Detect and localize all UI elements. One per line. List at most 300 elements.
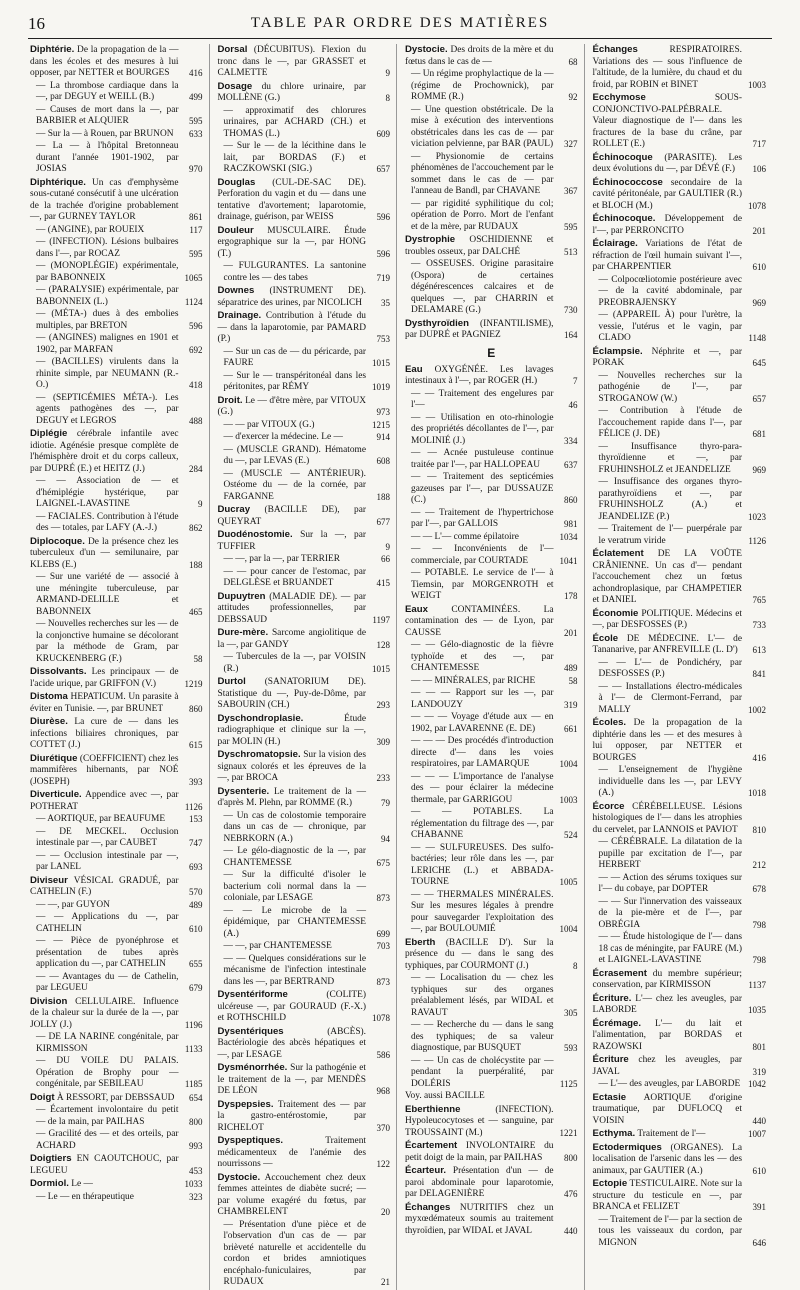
entry-text (593, 177, 743, 213)
index-entry (405, 105, 578, 151)
entry-text (218, 225, 367, 261)
index-entry (593, 213, 767, 237)
index-entry (30, 177, 203, 224)
entry-description: — (MÉTA-) dues à des embolies multiples, par BRETON (36, 309, 179, 331)
index-entry (30, 814, 203, 826)
index-entry (30, 428, 203, 475)
entry-page-ref: 733 (752, 620, 766, 630)
entry-page-ref: 610 (752, 1165, 766, 1176)
entry-heading: Dyspepsies. (217, 1098, 274, 1110)
index-entry (30, 512, 203, 535)
entry-description: De la propagation de la — dans les écoles et des mesures à lui opposer, par NETTER et BOURGES (30, 45, 179, 78)
entry-heading: Échinocoque. (592, 213, 656, 224)
index-entry (593, 152, 767, 176)
entry-page-ref: 609 (376, 128, 390, 139)
entry-heading: Dure-mère. (217, 627, 269, 638)
entry-heading: Écoles. (592, 717, 627, 728)
entry-description: — Colpocœliotomie postérieure avec — de la cavité abdominale, par PREOBRAJENSKY (598, 274, 742, 308)
entry-page-ref: 233 (376, 773, 390, 783)
entry-text (30, 716, 179, 752)
index-entry (30, 309, 203, 332)
entry-page-ref: 1185 (184, 1079, 203, 1089)
index-column-3 (405, 44, 585, 1290)
entry-page-ref: 367 (564, 186, 578, 196)
entry-page-ref: 610 (752, 262, 766, 272)
entry-text (593, 310, 743, 345)
entry-description: — (PARALYSIE) expérimentale, par BABONNEIX (L.) (36, 285, 179, 307)
entry-text (593, 658, 743, 681)
entry-text (593, 238, 743, 274)
entry-description: Accouchement chez deux femmes atteintes de diabète sucré; — par volume exagéré du fœtus, par CHAMBRELENT (217, 1172, 366, 1217)
entry-page-ref: 92 (568, 92, 578, 102)
entry-page-ref: 284 (189, 463, 203, 474)
entry-heading: École (592, 632, 619, 644)
entry-description: — Traitement de l'— puerpérale par le veratrum viride (598, 524, 742, 546)
index-entry (218, 554, 391, 566)
entry-text (30, 141, 179, 176)
entry-heading: Durtol (217, 676, 246, 687)
index-entry (30, 44, 203, 80)
entry-heading: Distoma (30, 691, 68, 702)
entry-page-ref: 309 (376, 736, 390, 747)
entry-text (593, 548, 743, 607)
index-entry (30, 237, 203, 260)
entry-heading: Diurétique (30, 752, 78, 764)
entry-description: RESPIRATOIRES. Variations des — sous l'influence de l'altitude, de la lumière, du chaud et du froid, par ROBIN et BINET (592, 45, 742, 90)
entry-heading: Eberth (405, 936, 436, 948)
index-entry (405, 318, 578, 342)
entry-description: — — L'— comme épilatoire (411, 531, 519, 542)
entry-page-ref: 661 (564, 723, 578, 734)
entry-text (30, 753, 179, 789)
entry-heading: Doigtiers (30, 1153, 72, 1164)
entry-text (218, 106, 367, 141)
entry-text (30, 105, 179, 128)
index-entry (218, 81, 391, 105)
entry-text (30, 619, 179, 665)
entry-text (405, 937, 554, 973)
index-entry (218, 44, 391, 80)
entry-page-ref: 416 (752, 752, 766, 763)
entry-description: — — Le microbe de la — épidémique, par CHANTEMESSE (A.) (223, 905, 366, 939)
entry-text (30, 261, 179, 284)
entry-page-ref: 465 (189, 606, 203, 617)
entry-description: (MALADIE DE). — par attitudes professionnelles, par DEBSSAUD (217, 591, 366, 625)
entry-text (218, 1099, 367, 1135)
entry-page-ref: 862 (189, 523, 203, 533)
entry-text (405, 568, 554, 603)
entry-heading: Écorce (592, 800, 625, 812)
entry-description: SOUS-CONJONCTIVO-PALPÉBRALE. Valeur diagnostique de l'— dans les fractures de la base du crâne, par ROLLET (E.) (592, 93, 742, 149)
index-entry (405, 1056, 578, 1091)
index-entry (593, 371, 767, 406)
entry-page-ref: 1003 (559, 794, 578, 805)
index-entry (30, 619, 203, 665)
entry-description: DE LA VOÛTE CRÂNIENNE. Un cas d'— pendant l'accouchement chez un fœtus achondroplasique, par CHAMPETIER et DANIEL (592, 549, 742, 605)
entry-text (30, 572, 179, 618)
entry-text (218, 906, 367, 941)
entry-page-ref: 9 (385, 541, 390, 552)
entry-description: — (BACILLES) virulents dans la rhinite simple, par NEUMANN (R.-O.) (36, 357, 179, 390)
entry-text (593, 608, 743, 632)
entry-page-ref: 968 (376, 1086, 390, 1096)
index-entry (593, 1054, 767, 1078)
index-entry (218, 1099, 391, 1135)
entry-text (593, 897, 743, 932)
entry-description: — Causes de mort dans la —, par BARBIER et ALQUIER (36, 104, 179, 126)
index-entry (218, 652, 391, 675)
entry-heading: Ectasie (592, 1091, 627, 1103)
entry-page-ref: 1219 (184, 678, 203, 689)
entry-description: — — Gélo-diagnostic de la fièvre typhoïde et des —, par CHANTEMESSE (411, 640, 554, 673)
entry-description: — L'— des aveugles, par LABORDE (598, 1079, 741, 1089)
entry-description: — Sur le — de la lécithine dans le lait, par BORDAS (F.) et RACZKOWSKI (SIG.) (223, 141, 366, 174)
entry-text (218, 347, 367, 370)
entry-text (405, 544, 554, 567)
entry-text (30, 309, 179, 332)
index-entry (405, 508, 578, 531)
index-entry (30, 789, 203, 813)
index-entry (30, 851, 203, 874)
index-entry (593, 993, 767, 1017)
entry-page-ref: 1196 (184, 1019, 203, 1030)
entry-text (405, 152, 554, 198)
entry-description: — approximatif des chlorures urinaires, par ACHARD (CH.) et THOMAS (L.) (223, 105, 366, 139)
entry-text (30, 789, 179, 813)
entry-description: EN CAOUTCHOUC, par LEGUEU (30, 1154, 179, 1176)
entry-text (405, 105, 554, 151)
entry-description: — — Association de — et d'hémiplégie hystérique, par LAIGNEL-LAVASTINE (36, 476, 179, 509)
index-entry (30, 1032, 203, 1055)
entry-text (218, 786, 367, 810)
entry-page-ref: 7 (573, 376, 578, 386)
entry-page-ref: 914 (376, 432, 390, 442)
entry-page-ref: 800 (189, 1116, 203, 1127)
entry-page-ref: 596 (376, 212, 390, 222)
index-column-1 (30, 44, 210, 1290)
index-entry (218, 1026, 391, 1062)
entry-description: — — Un cas de cholécystite par — pendant la puerpéralité, par DOLÉRIS (411, 1055, 554, 1089)
entry-page-ref: 1015 (372, 358, 390, 368)
entry-page-ref: 692 (189, 344, 203, 355)
index-entry (405, 568, 578, 603)
entry-text (30, 900, 179, 912)
index-entry (218, 567, 391, 590)
entry-description: — Nouvelles recherches sur la pathogénie de l'—, par STROGANOW (W.) (598, 370, 742, 404)
entry-description: — — Traitement de l'hypertrichose par l'—, par GALLOIS (411, 507, 554, 529)
entry-text (593, 92, 743, 151)
entry-description: — Contribution à l'étude de l'accouchement rapide dans l'—, par FÉLICE (J. DE) (598, 406, 742, 439)
entry-text (405, 234, 554, 258)
entry-page-ref: 128 (376, 639, 390, 650)
entry-text (405, 843, 554, 889)
entry-page-ref: 319 (752, 1066, 766, 1077)
index-entry (30, 1153, 203, 1177)
entry-text (405, 199, 554, 234)
index-entry (593, 548, 767, 607)
entry-text (30, 237, 179, 260)
index-entry (218, 529, 391, 553)
entry-text (30, 1192, 179, 1204)
entry-description: — — SULFUREUSES. Des sulfo-bactéries; leur rôle dans les —, par LERICHE (L.) et ABBADA-TOURNE (411, 842, 554, 887)
index-entry (593, 968, 767, 992)
entry-text (405, 640, 554, 675)
entry-description: — par rigidité syphilitique du col; opération de Porro. Mort de l'enfant et de la mère, par RUDAUX (411, 198, 554, 232)
entry-description: — (ANGINES) malignes en 1901 et 1902, par MARFAN (36, 333, 179, 355)
entry-description: (INFECTION). Hypoleucocytoses et — sanguine, par TROUSSAINT (M.) (405, 1104, 554, 1138)
entry-page-ref: 46 (568, 400, 578, 410)
entry-description: — Nouvelles recherches sur les — de la conjonctive humaine se décolorant par la méthode de Gram, par KRUCKENBERG (F.) (36, 619, 179, 664)
entry-description: À RESSORT, par DEBSSAUD (56, 1092, 175, 1103)
entry-text (405, 508, 554, 531)
entry-heading: Écriture. (592, 992, 632, 1004)
entry-text (405, 676, 554, 688)
entry-page-ref: 657 (376, 164, 390, 174)
page-number: 16 (28, 14, 45, 33)
index-entry (593, 1018, 767, 1054)
entry-text (405, 1140, 554, 1164)
index-entry (405, 199, 578, 234)
entry-text (405, 807, 554, 842)
entry-text (30, 428, 179, 475)
entry-page-ref: 699 (376, 928, 390, 939)
entry-page-ref: 753 (376, 334, 390, 344)
entry-page-ref: 1019 (372, 382, 390, 392)
entry-text (593, 477, 743, 523)
entry-text (30, 357, 179, 392)
entry-page-ref: 595 (189, 248, 203, 259)
entry-page-ref: 489 (189, 899, 203, 910)
entry-text (218, 141, 367, 176)
entry-text (405, 688, 554, 711)
entry-page-ref: 1133 (184, 1043, 203, 1054)
entry-text (218, 941, 367, 953)
index-entry (405, 843, 578, 889)
entry-description: — — Inconvénients de l'— commerciale, par COURTADE (411, 544, 554, 566)
entry-description: — Une question obstétricale. De la mise à exécution des interventions obstétricales dans les cas de — par viciation pelvienne, par BAR (PAUL) (411, 104, 554, 149)
index-entry (593, 1178, 767, 1214)
entry-text (218, 81, 367, 105)
entry-page-ref: 798 (752, 919, 766, 930)
index-entry (593, 1215, 767, 1250)
entry-heading: Éclatement (592, 548, 644, 559)
entry-heading: Dystocie. (217, 1171, 261, 1183)
entry-description: — — — L'importance de l'analyse des — pour éclairer la médecine thermale, par GARRIGOU (411, 771, 554, 805)
entry-text (218, 954, 367, 989)
entry-text (218, 676, 367, 712)
entry-heading: Diurèse. (30, 716, 68, 727)
entry-description: De la propagation de la diphtérie dans les — et des mesures à lui opposer, par NETTER et BOURGES (592, 718, 742, 763)
entry-description: (INSTRUMENT DE). séparatrice des urines, par NICOLICH (217, 286, 366, 308)
entry-page-ref: 645 (752, 358, 766, 368)
entry-page-ref: 1215 (372, 419, 390, 430)
index-entry (405, 712, 578, 735)
index-entry (218, 106, 391, 141)
entry-heading: Échinococcose (592, 176, 663, 188)
index-entry (218, 1135, 391, 1171)
entry-text (593, 993, 743, 1017)
entry-page-ref: 1004 (559, 924, 578, 934)
index-entry (218, 954, 391, 989)
entry-page-ref: 488 (189, 415, 203, 426)
entry-text (218, 285, 367, 309)
entry-description: Présentation d'un — de paroi abdominale pour laparotomie, par DELAGENIÈRE (405, 1166, 554, 1199)
entry-description: — — Installations électro-médicales à l'— de Clermont-Ferrand, par MALLY (598, 681, 742, 715)
entry-description: — Sur la difficulté d'isoler le bacterium coli normal dans la — coloniale, par LESAGE (223, 870, 366, 903)
entry-description: La cure de — dans les infections biliaires chroniques, par COTTET (J.) (30, 717, 179, 750)
entry-page-ref: 9 (198, 499, 203, 509)
index-entry (30, 716, 203, 752)
entry-description: Variations de l'état de réfraction de l'œil humain suivant l'—, par CHARPENTIER (592, 239, 742, 272)
entry-description: (DÉCUBITUS). Flexion du tronc dans le —, par GRASSET et CALMETTE (217, 45, 367, 78)
entry-text (405, 1020, 554, 1055)
index-entry (405, 259, 578, 317)
index-entry (405, 604, 578, 640)
entry-text (218, 432, 367, 444)
entry-page-ref: 1035 (748, 1005, 766, 1015)
index-entry (30, 936, 203, 971)
entry-description: — CÉRÉBRALE. La dilatation de la pupille par excitation de l'—, par HERBERT (598, 837, 742, 870)
entry-description: — (MONOPLÉGIE) expérimentale, par BABONNEIX (36, 261, 179, 283)
entry-page-ref: 106 (752, 164, 766, 174)
entry-text (593, 152, 743, 176)
index-entry (30, 875, 203, 899)
entry-page-ref: 201 (564, 627, 578, 638)
index-column-2 (218, 44, 398, 1290)
entry-description: — Écartement involontaire du petit — de la main, par PAILHAS (36, 1105, 179, 1127)
entry-description: — — Pièce de pyonéphrose et présentation de tubes après application du —, par CATHELIN (36, 936, 179, 969)
entry-description: Sur la vision des signaux colorés et les épreuves de la —, par BROCA (217, 750, 366, 783)
index-entry (30, 225, 203, 237)
index-entry (218, 177, 391, 224)
index-entry (30, 1192, 203, 1204)
entry-text (30, 81, 179, 104)
entry-page-ref: 1124 (184, 296, 203, 307)
entry-page-ref: 370 (376, 1122, 390, 1133)
index-entry (593, 801, 767, 837)
index-entry (593, 524, 767, 547)
entry-description: (SANATORIUM DE). Statistique du —, Puy-de-Dôme, par SABOURIN (CH.) (217, 677, 366, 710)
entry-page-ref: 415 (376, 578, 390, 588)
entry-description: — Un régime prophylactique de la — (régime de Prochownick), par ROMME (R.) (411, 69, 554, 102)
entry-page-ref: 677 (376, 516, 390, 527)
entry-text (30, 666, 179, 690)
entry-heading: Dyschromatopsie. (217, 749, 301, 760)
index-entry (30, 1092, 203, 1105)
entry-page-ref: 608 (376, 456, 390, 466)
entry-description: — — Action des sérums toxiques sur l'— du cobaye, par DOPTER (598, 872, 742, 894)
section-letter: E (487, 345, 496, 360)
entry-description: OSCHIDIENNE et troubles osseux, par DALCHÉ (405, 235, 554, 257)
entry-description: — Sur la — à Rouen, par BRUNON (36, 128, 174, 139)
page-header (28, 10, 772, 39)
entry-text (218, 567, 367, 590)
index-entry (593, 837, 767, 872)
entry-page-ref: 153 (189, 814, 203, 824)
entry-heading: Dormiol. (30, 1178, 69, 1189)
entry-page-ref: 969 (752, 464, 766, 475)
entry-text (405, 69, 554, 104)
entry-heading: Drainage. (217, 310, 262, 321)
entry-text (405, 259, 554, 317)
entry-text (405, 44, 554, 68)
entry-text (405, 772, 554, 807)
index-entry (593, 717, 767, 764)
entry-page-ref: 981 (564, 519, 578, 529)
entry-page-ref: 20 (381, 1207, 390, 1217)
entry-description: — — — Voyage d'étude aux — en 1902, par LAVARENNE (E. DE) (411, 712, 554, 734)
entry-page-ref: 1078 (748, 200, 766, 211)
entry-page-ref: 719 (376, 272, 390, 283)
entry-description: — — Recherche du — dans le sang des typhiques; de sa valeur diagnostique, par BUSQUET (411, 1020, 554, 1053)
entry-page-ref: 873 (376, 976, 390, 987)
entry-text (405, 1104, 554, 1140)
entry-page-ref: 798 (752, 955, 766, 965)
entry-page-ref: 654 (189, 1092, 203, 1103)
entry-text (593, 968, 743, 992)
entry-page-ref: 440 (752, 1115, 766, 1126)
entry-text (218, 554, 367, 566)
entry-text (593, 1178, 743, 1214)
entry-page-ref: 440 (564, 1225, 578, 1236)
entry-page-ref: 681 (752, 429, 766, 439)
index-entry (30, 753, 203, 789)
entry-text (405, 413, 554, 448)
entry-text (218, 1135, 367, 1171)
entry-description: — — Étude histologique de l'— dans 18 cas de méningite, par FAURE (M.) et LAIGNEL-LAVASTINE (598, 932, 742, 965)
entry-description: — La — à l'hôpital Bretonneau durant l'année 1901-1902, par JOSIAS (36, 141, 179, 174)
index-entry (405, 736, 578, 771)
entry-text (218, 811, 367, 846)
entry-page-ref: 416 (189, 68, 203, 78)
entry-text (593, 406, 743, 441)
entry-description: — —, par GUYON (36, 899, 110, 910)
entry-description: — —, par la —, par TERRIER (223, 554, 340, 564)
entry-text (593, 633, 743, 657)
entry-description: — Le — en thérapeutique (36, 1191, 134, 1202)
entry-text (593, 873, 743, 896)
entry-text (30, 827, 179, 850)
entry-page-ref: 861 (189, 212, 203, 222)
entry-page-ref: 58 (193, 653, 203, 664)
entry-description: DE MÉDECINE. L'— de Tananarive, par ANFREVILLE (L. D') (592, 633, 742, 655)
entry-heading: Eberthienne (405, 1103, 461, 1115)
entry-page-ref: 800 (564, 1152, 578, 1163)
entry-description: du membre supérieur; conservation, par KIRMISSON (592, 968, 743, 990)
index-entry (405, 772, 578, 807)
entry-description: Traitement médicamenteux de l'anémie des nourrissons — (217, 1136, 366, 1169)
entry-page-ref: 122 (376, 1159, 390, 1169)
entry-page-ref: 613 (752, 645, 766, 655)
entry-page-ref: 178 (564, 591, 578, 601)
entry-heading: Ectopie (592, 1178, 628, 1189)
index-entry (218, 310, 391, 346)
index-entry (30, 1178, 203, 1191)
index-entry (30, 1056, 203, 1091)
index-entry (593, 897, 767, 932)
entry-text (218, 1062, 367, 1098)
index-entry (30, 827, 203, 850)
entry-page-ref: 319 (564, 699, 578, 710)
entry-page-ref: 1007 (748, 1129, 766, 1139)
index-entry (218, 347, 391, 370)
entry-page-ref: 9 (385, 68, 390, 78)
entry-page-ref: 596 (376, 248, 390, 259)
entry-description: AORTIQUE d'origine traumatique, par DUFLOCQ et VOISIN (592, 1092, 742, 1126)
entry-description: L'— du lait et l'alimentation, par BORDAS et RAZOWSKI (592, 1018, 742, 1052)
entry-page-ref: 1003 (748, 79, 766, 90)
index-entry (30, 393, 203, 428)
